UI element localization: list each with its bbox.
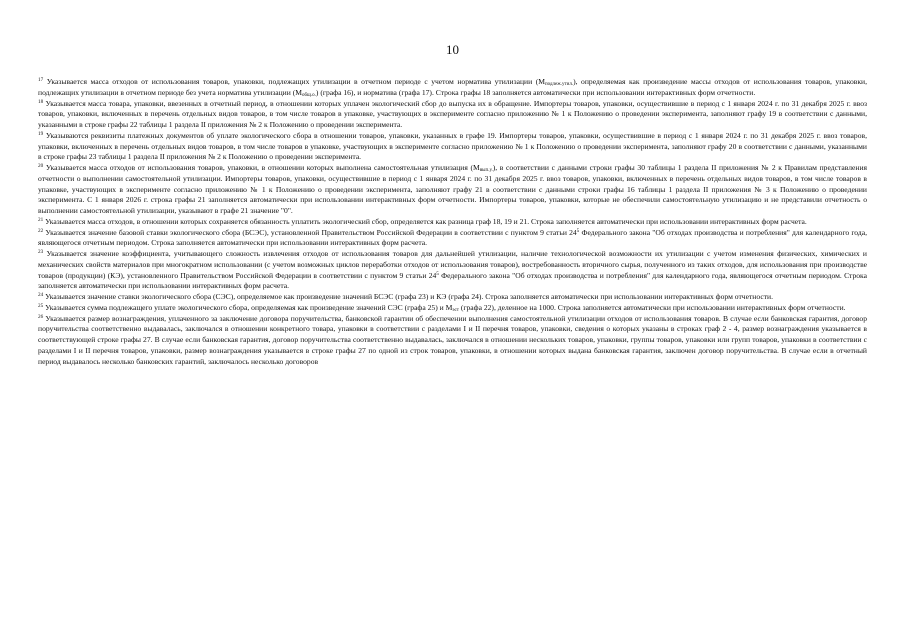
footnotes: [38, 77, 867, 367]
footnote-marker: 23: [38, 249, 44, 255]
footnote-22: [38, 228, 867, 250]
footnote-marker: 26: [38, 313, 44, 320]
footnote-text: ) (графа 16), и норматива (графа 17). Строка графы 18 заполняется автоматически при использовании интерактивных форм отчетности.: [315, 87, 756, 97]
footnote-text: Федерального закона "Об отходах производства и потребления" для календарного года, являющегося отчетным периодом. Строка заполняется автоматически при использовании интерактивных форм расчета.: [38, 270, 867, 291]
footnote-text: Указывается масса товара, упаковки, ввезенных в отчетный период, в отношении которых уплачен экологический сбор до выпуска их в обращение. Импортеры товаров, упаковки, осуществившие в период с 1 января 2024 г. по 31 декабря 2025 г. ввоз товаров, упаковки, включенных в перечень отдельных видов товаров, в том числе товаров в упаковке, участвующих в эксперименте согласно приложению № 1 к Положению о проведении эксперимента, заполняют графу 19 в соответствии с данными, указанными в строке графы 22 таблицы 1 раздела II приложения № 2 к Положению о проведении эксперимента.: [38, 98, 867, 129]
footnote-text: Указывается значение ставки экологического сбора (СЭС), определяемое как произведение значений БСЭС (графа 23) и КЭ (графа 24). Строка заполняется автоматически при использовании интерактивных форм отчетности.: [43, 292, 774, 301]
footnote-text: Указывается размер вознаграждения, уплаченного за заключение договора поручительства, банковской гарантии об обеспечении выполнения самостоятельной утилизации отходов от использования товаров. В случае если банковская гарантия, договор поручительства соответственно выдавалась, заключался в отношении конкретного товара, упаковки в соответствии с разделами I и II перечня товаров, упаковки, сведения о которых указаны в строках граф 2 - 4, размер вознаграждения указывается в соответствующей строке графы 27. В случае если банковская гарантия, договор поручительства соответственно выдавалась, заключался в отношении нескольких товаров, упаковки, группы товаров, упаковки или групп товаров, упаковки в соответствии с разделами I и II перечня товаров, упаковки, размер вознаграждения указывается в строке графы 27 по одной из строк товаров, упаковки, в отношении которых выдана банковская гарантия, заключен договор поручительства. В случае если в отчетный период выдавалось несколько банковских гарантий, заключалось несколько договоров: [38, 313, 867, 366]
footnote-text: (графа 22), деленное на 1000. Строка заполняется автоматически при использовании интерактивных форм отчетности.: [458, 302, 846, 312]
footnote-text: Указывается масса отходов от использования товаров, упаковки, в отношении которых выполнена самостоятельная утилизация (M: [43, 163, 480, 172]
footnote-marker: 22: [38, 227, 44, 234]
footnote-text: Указывается значение базовой ставки экологического сбора (БСЭС), установленной Правительством Российской Федерации в соответствии с пунктом 9 статьи 24: [43, 227, 577, 237]
footnote-text: Федерального закона "Об отходах производства и потребления" для календарного года, являющегося отчетным периодом. Строка заполняется автоматически при использовании интерактивных форм расчета.: [38, 227, 868, 248]
footnote-marker: 25: [38, 302, 44, 309]
footnote-text: Указывается масса отходов, в отношении которых сохраняется обязанность уплатить экологический сбор, определяется как разница граф 18, 19 и 21. Строка заполняется автоматически при использовании интерактивных форм расчета.: [43, 216, 807, 226]
subscript: эст: [452, 307, 459, 313]
footnote-marker: 24: [38, 292, 44, 298]
footnote-text: Указывается значение коэффициента, учитывающего сложность извлечения отходов от использования товаров для дальнейшей утилизации, наличие технологической возможности их утилизации с учетом изменения физических, химических и механических свойств материалов при многократном использовании (с учетом возможных циклов переработки отходов от использования товаров), востребованность вторичного сырья, полученного из таких отходов, для использования при производстве товаров (продукции) (КЭ), установленного Правительством Российской Федерации в соответствии с пунктом 9 статьи 24: [38, 249, 867, 280]
footnote-marker: 21: [38, 216, 44, 223]
subscript: вып.у.: [479, 168, 493, 173]
page-number: 10: [446, 42, 459, 57]
footnote-17: [38, 77, 867, 99]
footnote-19: [38, 131, 867, 163]
footnote-text: Указываются реквизиты платежных документов об уплате экологического сбора в отношении товаров, упаковки, указанных в графе 19. Импортеры товаров, упаковки, осуществившие в период с 1 января 2024 г. по 31 декабря 2025 г. ввоз товаров, упаковки, включенных в перечень отдельных видов товаров, в том числе товаров в упаковке, участвующих в эксперименте согласно приложению № 1 к Положению о проведении эксперимента, заполняют графу 20 в соответствии с данными, указанными в строке графы 23 таблицы 1 раздела II приложения № 2 к Положению о проведении эксперимента.: [38, 130, 867, 162]
footnote-18: [38, 99, 867, 131]
footnote-text: ), в соответствии с данными строки графы 30 таблицы 1 раздела II приложения № 2 к Правилам представления отчетности о выполнении самостоятельной утилизации. Импортеры товаров, упаковки, осуществившие в период с 1 января 2024 г. по 31 декабря 2025 г. ввоз товаров, упаковки, включенных в перечень отдельных видов товаров, в том числе товаров в упаковке, участвующих в эксперименте согласно приложению № 1 к Положению о проведении эксперимента, заполняют графу 21 в соответствии с данными строки графы 16 таблицы 1 раздела II приложения № 3 к Положению о проведении эксперимента. С 1 января 2026 г. строка графы 21 заполняется автоматически при использовании интерактивных форм отчетности. Импортеры товаров, упаковки, которые не обеспечили самостоятельную утилизацию и не представили отчетность о выполнении самостоятельной утилизации, указывают в графе 21 значение "0".: [38, 163, 867, 215]
footnote-24: [38, 292, 867, 303]
superscript: 5: [436, 270, 439, 277]
footnote-marker: 19: [38, 130, 44, 137]
footnote-marker: 18: [38, 98, 44, 105]
footnote-25: [38, 303, 867, 314]
superscript: 5: [576, 227, 580, 234]
footnote-20: [38, 163, 867, 217]
footnote-marker: 17: [38, 77, 44, 83]
footnote-text: Указывается сумма подлежащего уплате экологического сбора, определяемая как произведение значений СЭС (графа 25) и M: [43, 302, 453, 312]
footnote-21: [38, 217, 867, 228]
subscript: общ.о.: [302, 92, 316, 98]
subscript: подлеж.утил.: [544, 82, 574, 87]
footnote-text: Указывается масса отходов от использования товаров, упаковки, подлежащих утилизации в отчетном периоде с учетом норматива утилизации (M: [43, 77, 545, 86]
footnote-marker: 20: [38, 163, 44, 169]
footnote-23: [38, 249, 867, 292]
footnote-text: ), определяемая как произведение массы отходов от использования товаров, упаковки, подлежащих утилизации в отчетном периоде без учета норматива утилизации (M: [38, 77, 867, 97]
footnote-26: [38, 314, 867, 368]
